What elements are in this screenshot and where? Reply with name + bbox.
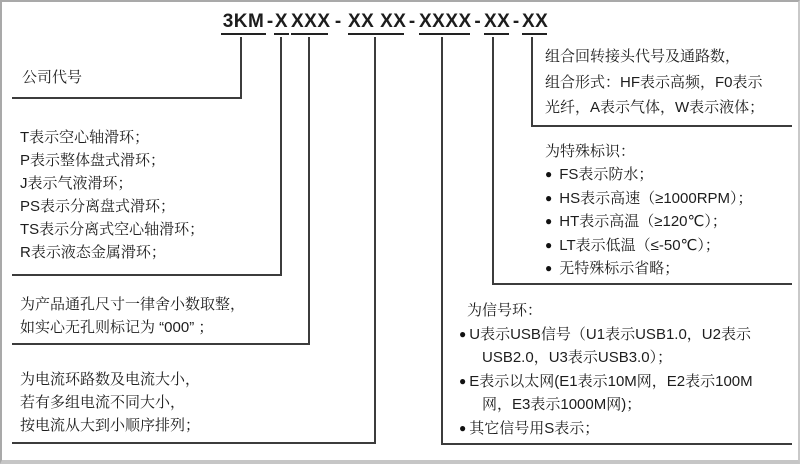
bullet-text: HS表示高速（≥1000RPM）； [559, 189, 753, 207]
text-line: T表示空心轴滑环； [20, 129, 150, 146]
bullet-item [459, 370, 753, 394]
bullet-item [545, 187, 753, 210]
connector-special-underline [492, 283, 792, 285]
bullet-text: U表示USB信号（U1表示USB1.0，U2表示 [469, 325, 751, 343]
text-line: 光纤，A表示气体，W表示液体； [545, 99, 765, 116]
connector-bore-vertical [308, 37, 310, 343]
bullet-item [545, 257, 753, 280]
bullet-text: 无特殊标示省略； [559, 259, 680, 277]
connector-special-vertical [492, 37, 494, 283]
code-separator: - [408, 11, 416, 32]
text-line: 组合形式：HF表示高频，F0表示 [545, 73, 763, 91]
connector-combo-vertical [531, 37, 533, 125]
bullet-text: E表示以太网(E1表示10M网，E2表示100M [469, 372, 753, 390]
code-segment-company: 3KM [221, 11, 266, 35]
text-line: 为电流环路数及电流大小， [20, 371, 201, 388]
text-line: 公司代号 [22, 69, 83, 86]
text-line: TS表示分离式空心轴滑环； [20, 221, 205, 238]
continuation-line: USB2.0，U3表示USB3.0）； [482, 349, 673, 367]
code-separator: - [266, 11, 274, 32]
bullet-icon: ● [545, 190, 553, 205]
code-separator: - [512, 11, 520, 32]
code-separator: - [334, 11, 342, 32]
text-line: J表示气液滑环； [20, 175, 133, 192]
text-line: 组合回转接头代号及通路数， [545, 48, 741, 65]
bullet-item [545, 234, 753, 257]
code-segment-combo: XX [522, 11, 547, 35]
bullet-text: LT表示低温（≤-50℃）； [559, 236, 720, 254]
bullet-item [459, 417, 753, 441]
connector-combo-underline [531, 125, 792, 127]
connector-current-underline [12, 442, 376, 444]
bullet-icon: ● [459, 326, 467, 341]
text-line: 按电流从大到小顺序排列； [20, 417, 201, 434]
connector-current-vertical [374, 37, 376, 442]
bullet-item [459, 323, 753, 347]
bullet-icon: ● [459, 420, 467, 435]
bullet-icon: ● [545, 260, 553, 275]
bullet-text: 其它信号用S表示； [469, 419, 600, 437]
connector-company-underline [12, 97, 242, 99]
bullet-text: FS表示防水； [559, 166, 654, 184]
label-special-marks [545, 140, 753, 280]
code-segment-special: XX [484, 11, 509, 35]
label-ring-type [20, 126, 204, 264]
signal-header: 为信号环： [467, 302, 543, 319]
connector-bore-underline [12, 343, 310, 345]
label-bore-size [20, 293, 245, 339]
text-line: 若有多组电流不同大小， [20, 394, 186, 411]
connector-ring-type-vertical [280, 37, 282, 274]
bullet-icon: ● [545, 214, 553, 229]
connector-signal-underline [441, 443, 792, 445]
bullet-icon: ● [459, 373, 467, 388]
label-signal-rings [459, 299, 753, 441]
continuation-line: 网，E3表示1000M网)； [482, 396, 642, 414]
connector-signal-vertical [441, 37, 443, 443]
connector-company-vertical [240, 37, 242, 97]
bullet-icon: ● [545, 237, 553, 252]
bullet-icon: ● [545, 167, 553, 182]
special-header: 为特殊标识： [545, 143, 636, 160]
bullet-item [545, 163, 753, 186]
code-separator: - [474, 11, 481, 32]
text-line: PS表示分离盘式滑环； [20, 198, 176, 215]
text-line: R表示液态金属滑环； [20, 244, 166, 261]
text-line: 如实心无孔则标记为 “000” ； [20, 319, 214, 336]
text-line: P表示整体盘式滑环； [20, 152, 166, 169]
code-segment-signal: XXXX [419, 11, 470, 35]
code-segment-current: XX XX [348, 11, 404, 35]
bullet-item [545, 210, 753, 233]
label-company-code [22, 66, 82, 89]
text-line: 为产品通孔尺寸一律舍小数取整， [20, 296, 246, 313]
code-segment-type: X [274, 11, 289, 35]
code-segment-bore: XXX [291, 11, 328, 35]
connector-ring-type-underline [12, 274, 282, 276]
label-rotary-joint-combo [545, 44, 764, 121]
label-current-circuits [20, 368, 200, 437]
bullet-text: HT表示高温（≥120℃）； [559, 213, 727, 231]
